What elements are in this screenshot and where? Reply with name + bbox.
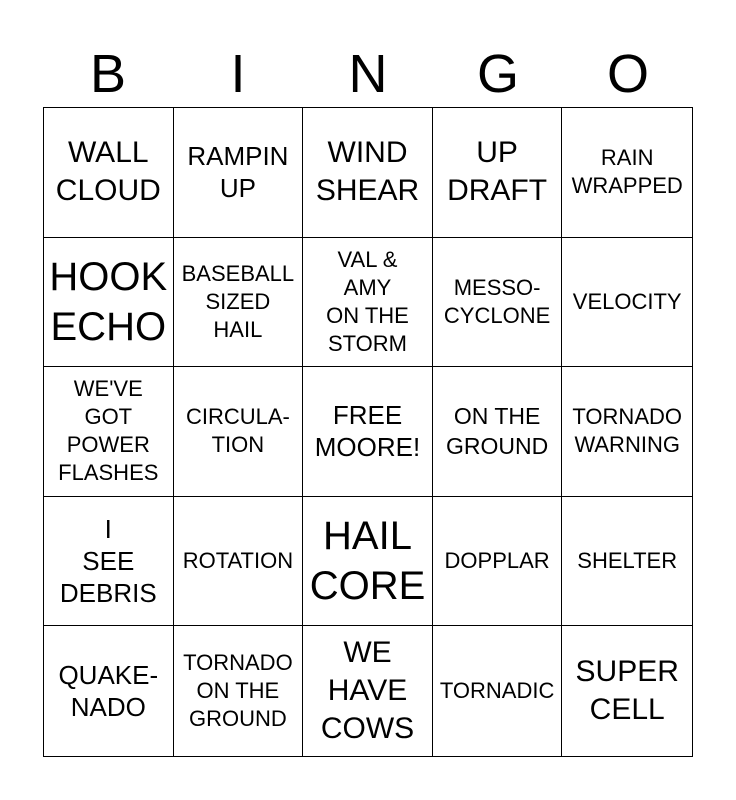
header-letter-b: B — [89, 44, 127, 104]
cell-text: ROTATION — [182, 548, 294, 574]
cell-text: UP DRAFT — [447, 136, 548, 208]
cell-text: VELOCITY — [572, 288, 682, 314]
cell-text: QUAKE- NADO — [58, 660, 159, 723]
bingo-cell[interactable] — [174, 626, 304, 756]
cell-text: I SEE DEBRIS — [59, 514, 157, 609]
bingo-cell[interactable] — [44, 497, 174, 627]
bingo-cell[interactable] — [433, 497, 563, 627]
bingo-header — [43, 40, 693, 108]
bingo-cell[interactable] — [303, 626, 433, 756]
cell-text: RAIN WRAPPED — [571, 145, 683, 199]
header-letter-n: N — [348, 44, 388, 104]
cell-text: BASEBALL SIZED HAIL — [181, 260, 295, 342]
cell-text: SHELTER — [577, 548, 678, 574]
cell-text: TORNADO WARNING — [572, 404, 682, 458]
bingo-cell[interactable] — [562, 497, 692, 627]
bingo-cell[interactable] — [433, 367, 563, 497]
cell-text: TORNADO ON THE GROUND — [183, 650, 293, 732]
cell-text: SUPER CELL — [575, 655, 679, 727]
bingo-cell[interactable] — [44, 238, 174, 368]
bingo-cell[interactable] — [303, 238, 433, 368]
cell-text: CIRCULA- TION — [185, 404, 290, 458]
bingo-cell[interactable] — [303, 367, 433, 497]
cell-text: VAL & AMY ON THE STORM — [326, 246, 409, 356]
bingo-cell[interactable] — [433, 108, 563, 238]
cell-text: WE HAVE COWS — [320, 636, 415, 746]
cell-text: RAMPIN UP — [187, 141, 289, 204]
header-letter-o: O — [606, 44, 649, 104]
bingo-cell[interactable] — [174, 497, 304, 627]
cell-text: HOOK ECHO — [49, 254, 168, 349]
cell-text: ON THE GROUND — [445, 403, 549, 460]
bingo-cell[interactable] — [562, 367, 692, 497]
bingo-cell[interactable] — [303, 497, 433, 627]
bingo-cell[interactable] — [562, 108, 692, 238]
bingo-cell[interactable] — [562, 626, 692, 756]
cell-text: TORNADIC — [439, 678, 555, 704]
bingo-cell[interactable] — [174, 238, 304, 368]
cell-text: WALL CLOUD — [55, 136, 161, 208]
header-letter-g: G — [476, 44, 519, 104]
bingo-cell[interactable] — [433, 626, 563, 756]
cell-text: FREE MOORE! — [314, 400, 421, 463]
bingo-cell[interactable] — [174, 108, 304, 238]
cell-text: DOPPLAR — [444, 548, 550, 574]
bingo-cell[interactable] — [174, 367, 304, 497]
cell-text: HAIL CORE — [309, 514, 426, 609]
bingo-cell[interactable] — [44, 367, 174, 497]
cell-text: MESSO- CYCLONE — [443, 274, 551, 328]
header-letter-i: I — [230, 44, 246, 104]
bingo-cell[interactable] — [303, 108, 433, 238]
bingo-cell[interactable] — [44, 626, 174, 756]
bingo-cell[interactable] — [562, 238, 692, 368]
bingo-cell[interactable] — [44, 108, 174, 238]
cell-text: WE'VE GOT POWER FLASHES — [58, 376, 159, 486]
bingo-cell[interactable] — [433, 238, 563, 368]
bingo-grid — [43, 107, 693, 757]
cell-text: WIND SHEAR — [315, 136, 420, 208]
